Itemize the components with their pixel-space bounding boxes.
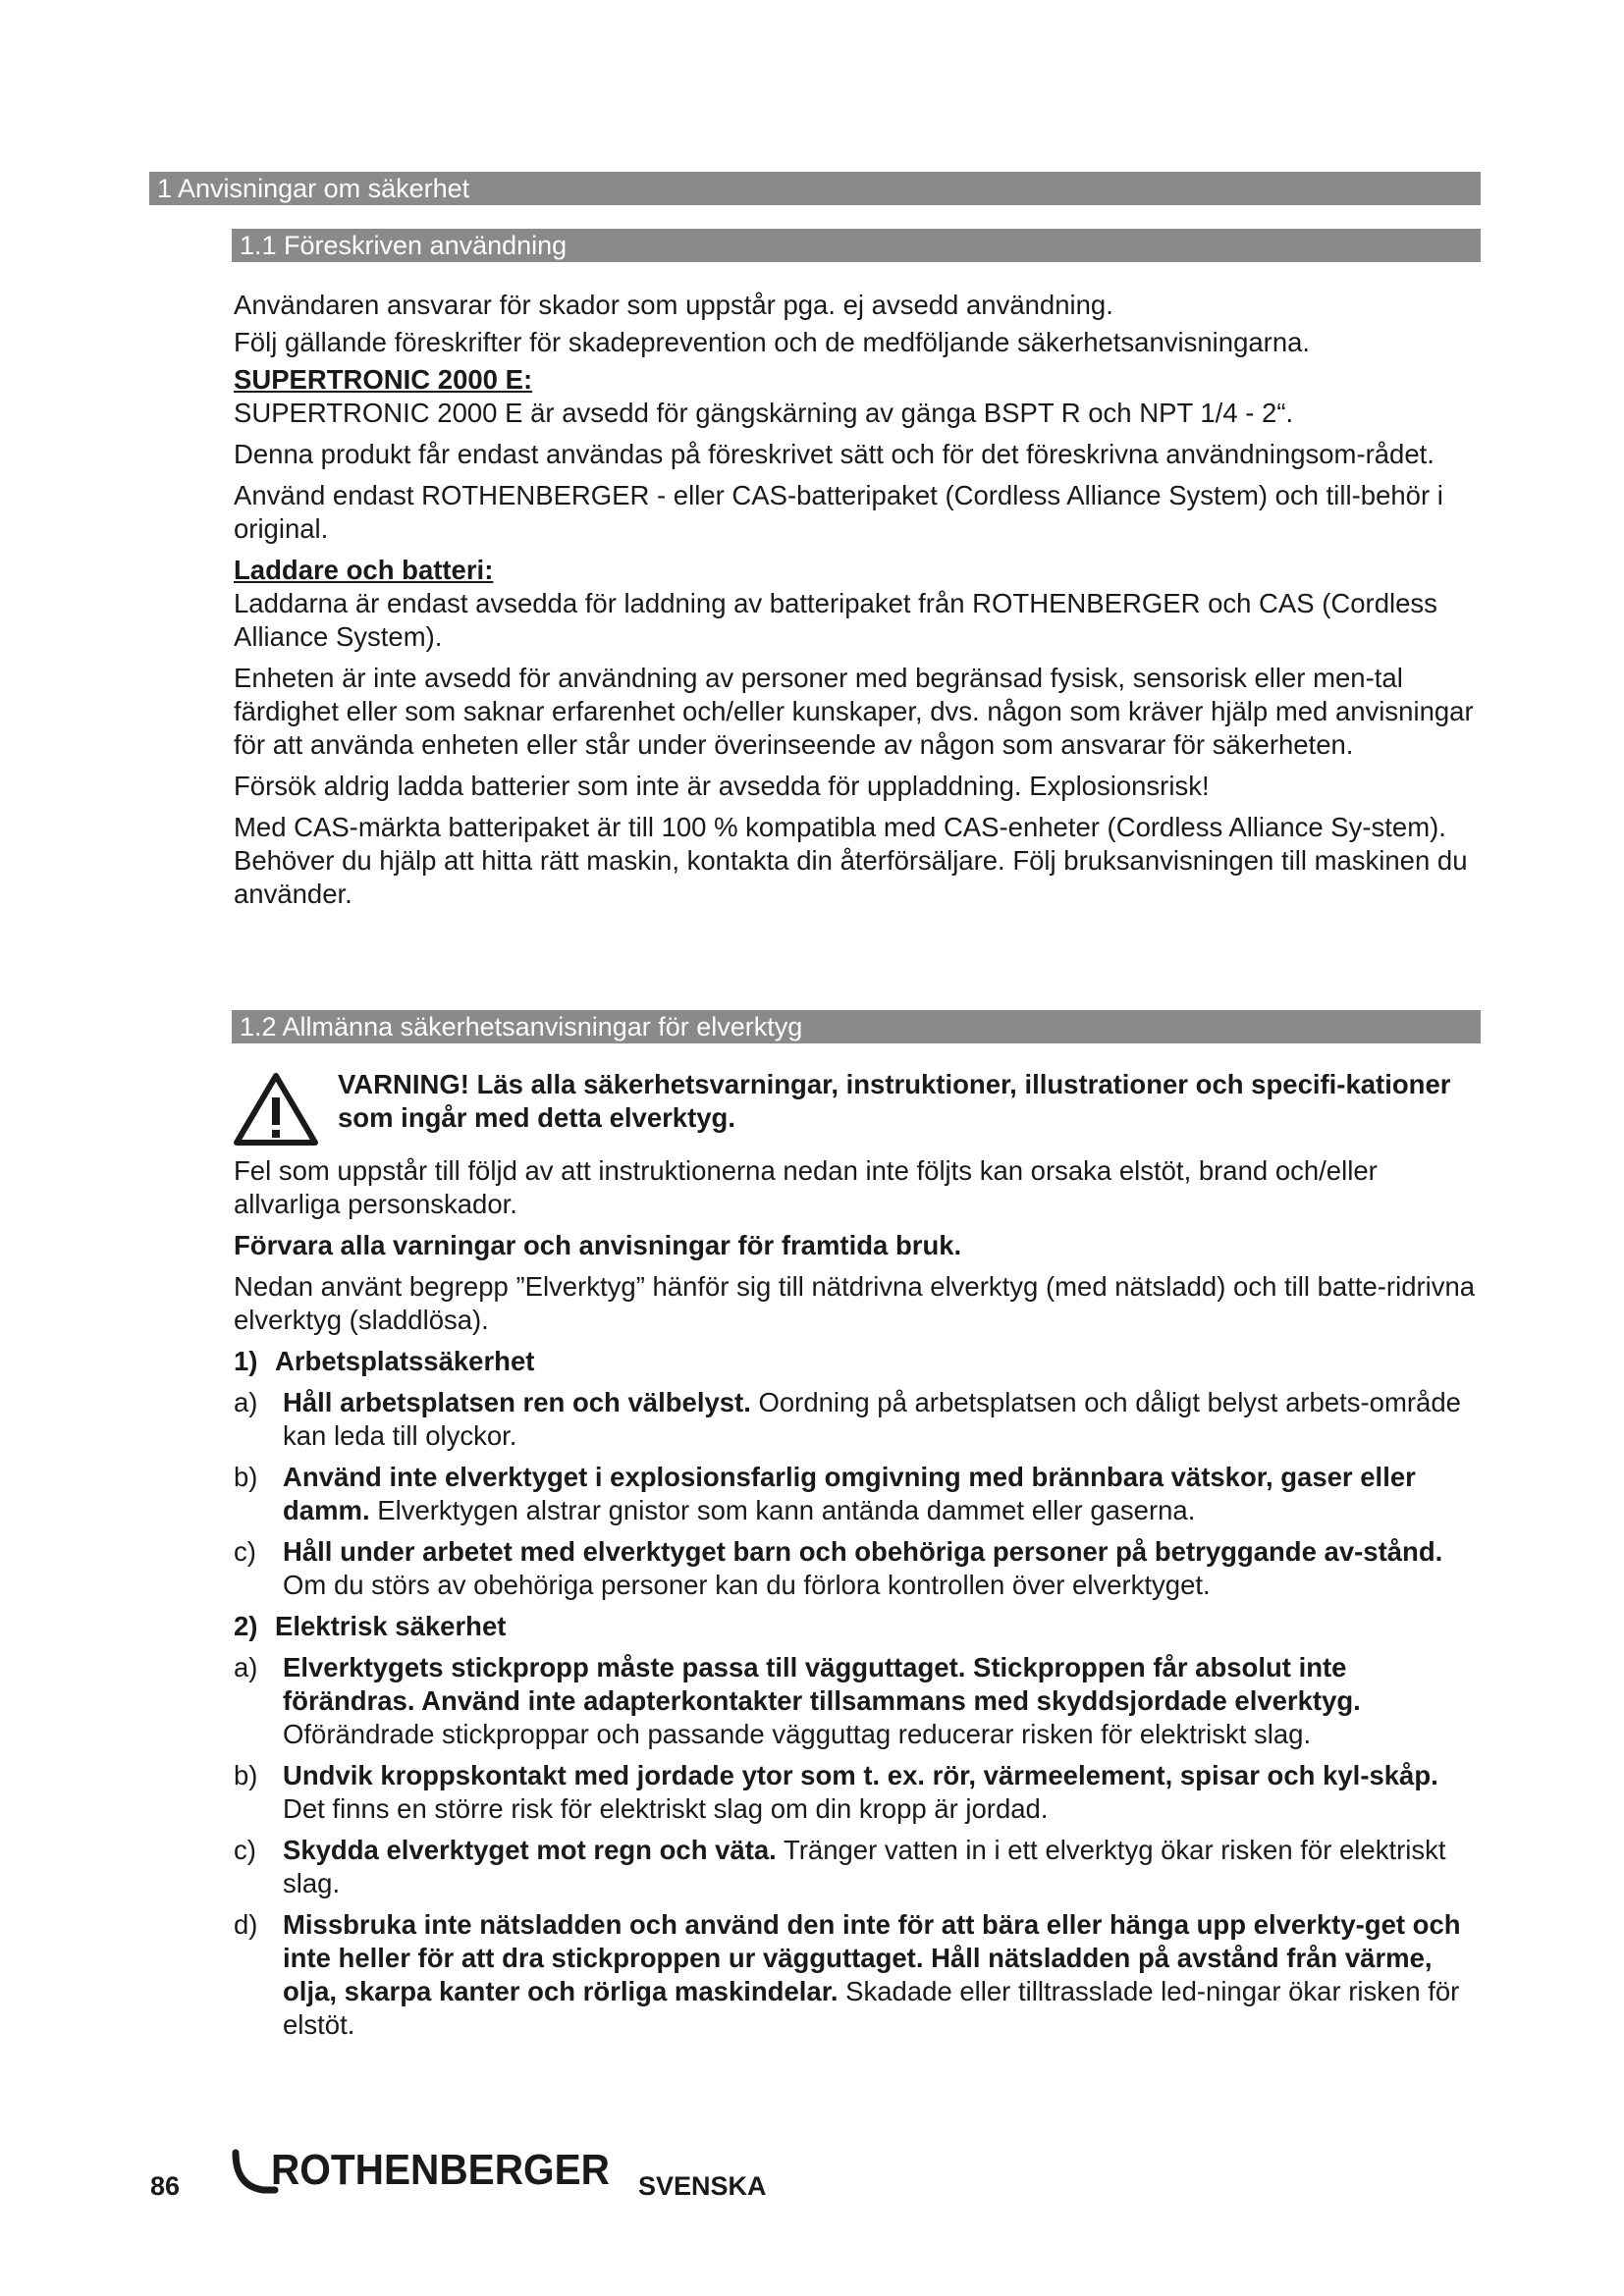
logo-text: ROTHENBERGER — [271, 2146, 610, 2194]
number-label: 1) — [234, 1346, 258, 1376]
item-bold: Undvik kroppskontakt med jordade ytor som t. ex. rör, värmeelement, spisar och kyl-skåp. — [283, 1760, 1438, 1790]
item-bold: Elverktygets stickpropp måste passa till vägguttaget. Stickproppen får absolut inte förändras. Använd inte adapterkontakter tillsammans med skyddsjordade elverktyg. — [283, 1652, 1361, 1716]
numbered-heading-workplace — [234, 1345, 1481, 1378]
list-item — [234, 1461, 1481, 1527]
paragraph: Användaren ansvarar för skador som uppstår pga. ej avsedd användning. — [234, 290, 1113, 320]
item-letter: b) — [234, 1760, 258, 1790]
item-text: Oordning på arbetsplatsen och dåligt belyst arbets-område kan leda till olyckor. — [283, 1387, 1461, 1451]
warning-block — [234, 1068, 1481, 1147]
item-bold: Skydda elverktyget mot regn och väta. — [283, 1835, 777, 1865]
page-number: 86 — [150, 2171, 181, 2201]
paragraph: Enheten är inte avsedd för användning av personer med begränsad fysisk, sensorisk eller men-tal färdighet eller som saknar erfarenhet och/eller kunskaper, dvs. någon som kräver hjälp med anvisningar för att använda enheten eller står under överinseende av någon som ansvarar för säkerheten. — [234, 663, 1474, 760]
paragraph: Använd endast ROTHENBERGER - eller CAS-batteripaket (Cordless Alliance System) och till-behör i original. — [234, 480, 1443, 544]
paragraph: Försök aldrig ladda batterier som inte är avsedda för uppladdning. Explosionsrisk! — [234, 771, 1210, 801]
list-item — [234, 1651, 1481, 1751]
item-letter: a) — [234, 1652, 258, 1682]
list-item — [234, 1759, 1481, 1826]
list-item — [234, 1908, 1481, 2042]
numbered-heading-title: Arbetsplatssäkerhet — [275, 1346, 535, 1376]
item-text: Elverktygen alstrar gnistor som kann antända dammet eller gaserna. — [369, 1495, 1196, 1525]
warning-triangle-icon — [234, 1072, 318, 1147]
item-letter: a) — [234, 1387, 258, 1417]
paragraph: Fel som uppstår till följd av att instruktionerna nedan inte följts kan orsaka elstöt, brand och/eller allvarliga personskador. — [234, 1155, 1378, 1219]
subheading-charger: Laddare och batteri: — [234, 555, 494, 585]
number-label: 2) — [234, 1611, 258, 1641]
language-label: SVENSKA — [638, 2171, 767, 2201]
list-item — [234, 1834, 1481, 1900]
paragraph: Med CAS-märkta batteripaket är till 100 % kompatibla med CAS-enheter (Cordless Alliance Sy-stem). Behöver du hjälp att hitta rätt maskin, kontakta din återförsäljare. Följ bruksanvisningen till maskinen du använder. — [234, 812, 1468, 909]
numbered-heading-electrical — [234, 1610, 1481, 1643]
item-text: Om du störs av obehöriga personer kan du förlora kontrollen över elverktyget. — [283, 1570, 1211, 1600]
item-text: Det finns en större risk för elektriskt slag om din kropp är jordad. — [283, 1793, 1049, 1824]
paragraph: Denna produkt får endast användas på föreskrivet sätt och för det föreskrivna användningsom-rådet. — [234, 439, 1435, 469]
section-1-2-body — [234, 1068, 1481, 2042]
paragraph: Nedan använt begrepp ”Elverktyg” hänför sig till nätdrivna elverktyg (med nätsladd) och till batte-ridrivna elverktyg (sladdlösa). — [234, 1271, 1476, 1335]
item-letter: c) — [234, 1536, 256, 1567]
list-item — [234, 1535, 1481, 1602]
item-letter: d) — [234, 1909, 258, 1940]
paragraph-bold: Förvara alla varningar och anvisningar för framtida bruk. — [234, 1230, 962, 1260]
item-text: Skadade eller tilltrasslade led-ningar ökar risken för elstöt. — [283, 1976, 1460, 2040]
list-item — [234, 1386, 1481, 1453]
warning-text: VARNING! Läs alla säkerhetsvarningar, instruktioner, illustrationer och specifi-kationer som ingår med detta elverktyg. — [338, 1069, 1451, 1133]
section-heading-1-2: 1.2 Allmänna säkerhetsanvisningar för elverktyg — [232, 1010, 1481, 1043]
paragraph: Laddarna är endast avsedda för laddning av batteripaket från ROTHENBERGER och CAS (Cordless Alliance System). — [234, 588, 1437, 652]
section-heading-1: 1 Anvisningar om säkerhet — [149, 172, 1481, 205]
item-bold: Använd inte elverktyget i explosionsfarlig omgivning med brännbara vätskor, gaser eller damm. — [283, 1462, 1416, 1525]
section-1-1-body — [234, 289, 1481, 911]
item-text: Tränger vatten in i ett elverktyg ökar risken för elektriskt slag. — [283, 1835, 1446, 1898]
paragraph: Följ gällande föreskrifter för skadeprevention och de medföljande säkerhetsanvisningarna. — [234, 327, 1311, 357]
rothenberger-logo — [232, 2145, 624, 2204]
numbered-heading-title: Elektrisk säkerhet — [275, 1611, 507, 1641]
item-bold: Håll under arbetet med elverktyget barn och obehöriga personer på betryggande av-stånd. — [283, 1536, 1443, 1567]
item-bold: Håll arbetsplatsen ren och välbelyst. — [283, 1387, 751, 1417]
item-bold: Missbruka inte nätsladden och använd den inte för att bära eller hänga upp elverkty-get och inte heller för att dra stickproppen ur vägguttaget. Håll nätsladden på avstånd från värme, olja, skarpa kanter och rörliga maskindelar. — [283, 1909, 1461, 2006]
section-heading-1-1: 1.1 Föreskriven användning — [232, 229, 1481, 262]
item-letter: c) — [234, 1835, 256, 1865]
paragraph: SUPERTRONIC 2000 E är avsedd för gängskärning av gänga BSPT R och NPT 1/4 - 2“. — [234, 398, 1294, 428]
subheading-product: SUPERTRONIC 2000 E: — [234, 364, 533, 395]
item-text: Oförändrade stickproppar och passande vägguttag reducerar risken för elektriskt slag. — [283, 1719, 1312, 1749]
item-letter: b) — [234, 1462, 258, 1492]
